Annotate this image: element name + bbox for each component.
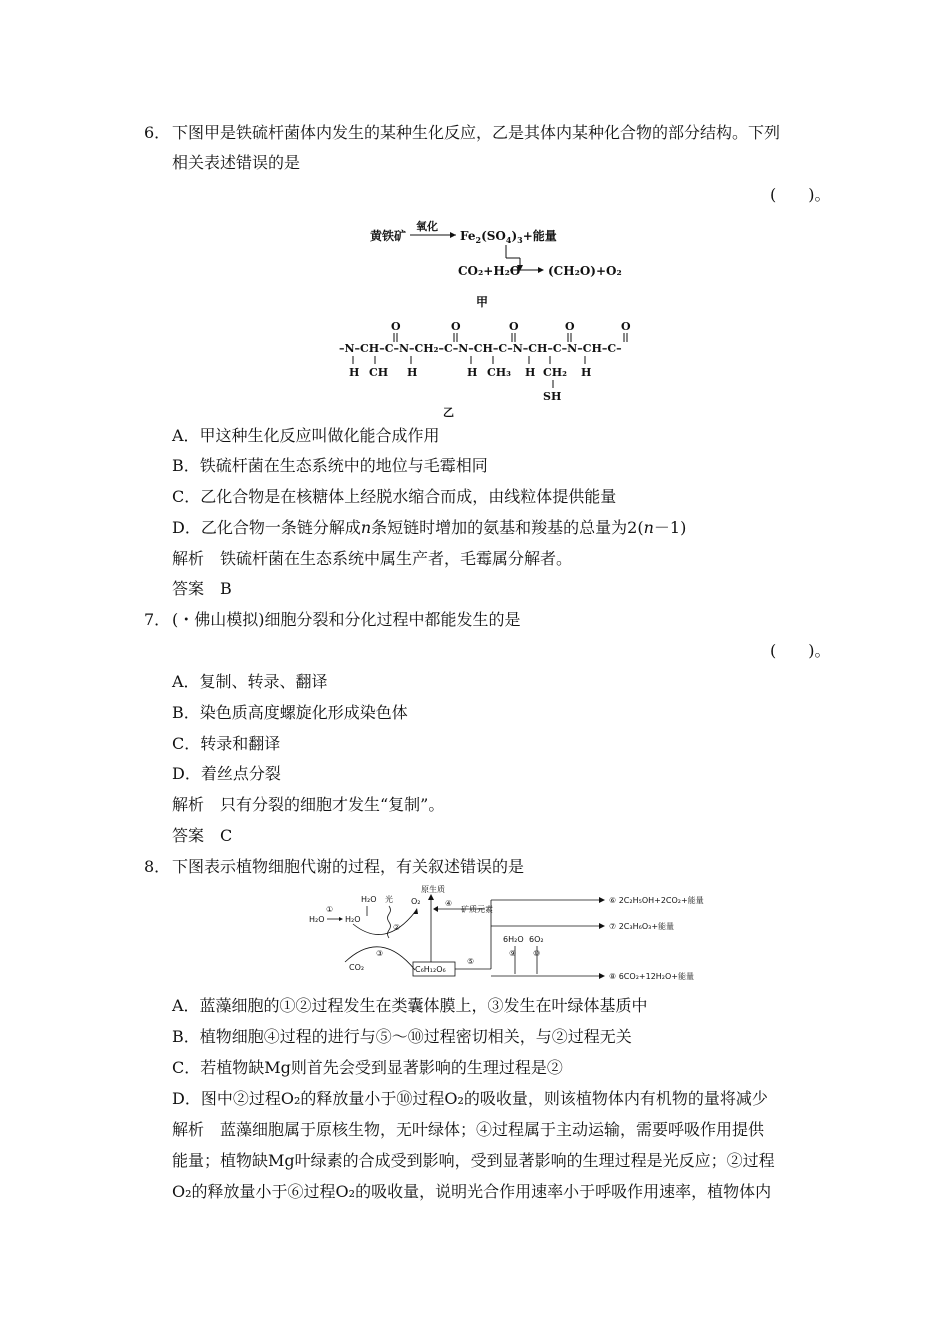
svg-text:O: O xyxy=(565,320,575,333)
svg-text:⑩: ⑩ xyxy=(533,949,541,958)
svg-text:②: ② xyxy=(393,923,401,932)
svg-text:O: O xyxy=(621,320,631,333)
q7-number: 7． xyxy=(144,610,171,629)
svg-text:CH: CH xyxy=(369,366,389,379)
q8-option-a: A．蓝藻细胞的①②过程发生在类囊体膜上，③发生在叶绿体基质中 xyxy=(172,996,648,1015)
svg-text:⑨: ⑨ xyxy=(509,949,517,958)
svg-text:6O₂: 6O₂ xyxy=(529,935,544,944)
q7-answer: 答案 C xyxy=(172,826,233,845)
svg-text:O: O xyxy=(509,320,519,333)
jia-arrow-label: 氧化 xyxy=(416,220,438,233)
q7-option-d: D．着丝点分裂 xyxy=(172,764,281,783)
svg-text:光: 光 xyxy=(385,895,393,904)
svg-text:H: H xyxy=(467,366,478,379)
q6-stem-line1: 下图甲是铁硫杆菌体内发生的某种生化反应，乙是其体内某种化合物的部分结构。下列 xyxy=(172,123,781,142)
jia-product: $Fe_2(SO_4)_3+$能量 xyxy=(460,229,557,245)
q8-option-c: C．若植物缺Mg则首先会受到显著影响的生理过程是② xyxy=(172,1058,563,1077)
q6-answer: 答案 B xyxy=(172,579,232,598)
q8-option-d: D．图中②过程O₂的释放量小于⑩过程O₂的吸收量，则该植物体内有机物的量将减少 xyxy=(172,1089,768,1108)
q7-analysis: 解析 只有分裂的细胞才发生“复制”。 xyxy=(172,795,445,814)
svg-text:CH₂: CH₂ xyxy=(543,366,567,379)
svg-text:①: ① xyxy=(326,905,334,914)
svg-text:H: H xyxy=(581,366,592,379)
yi-chain: –N–CH–C–N–CH₂–C–N–CH–C–N–CH–C–N–CH–C– xyxy=(339,342,622,355)
q6-option-c: C．乙化合物是在核糖体上经脱水缩合而成，由线粒体提供能量 xyxy=(172,487,617,506)
svg-text:O: O xyxy=(451,320,461,333)
svg-text:⑦ 2C₃H₆O₃+能量: ⑦ 2C₃H₆O₃+能量 xyxy=(609,922,675,931)
q6-option-b: B．铁硫杆菌在生态系统中的地位与毛霉相同 xyxy=(172,456,488,475)
q6-diagram-jia xyxy=(360,218,640,318)
q8-analysis-line2: 能量；植物缺Mg叶绿素的合成受到影响，受到显著影响的生理过程是光反应；②过程 xyxy=(172,1151,775,1170)
svg-text:⑤: ⑤ xyxy=(467,957,475,966)
svg-text:④: ④ xyxy=(445,899,453,908)
svg-text:⑥ 2C₂H₅OH+2CO₂+能量: ⑥ 2C₂H₅OH+2CO₂+能量 xyxy=(609,896,704,905)
svg-text:③: ③ xyxy=(376,949,384,958)
svg-text:SH: SH xyxy=(543,390,562,403)
q8-analysis-line1: 解析 蓝藻细胞属于原核生物，无叶绿体；④过程属于主动运输，需要呼吸作用提供 xyxy=(172,1120,765,1139)
q8-metabolism-diagram xyxy=(305,884,725,988)
q6-option-d: D．乙化合物一条链分解成n条短链时增加的氨基和羧基的总量为2(n－1) xyxy=(172,518,687,537)
q7-option-c: C．转录和翻译 xyxy=(172,734,281,753)
svg-text:O: O xyxy=(391,320,401,333)
q6-analysis: 解析 铁硫杆菌在生态系统中属生产者，毛霉属分解者。 xyxy=(172,549,573,568)
q8-analysis-line3: O₂的释放量小于⑥过程O₂的吸收量，说明光合作用速率小于呼吸作用速率，植物体内 xyxy=(172,1182,772,1201)
svg-text:原生质: 原生质 xyxy=(421,885,445,894)
svg-text:H: H xyxy=(349,366,360,379)
svg-text:O₂: O₂ xyxy=(411,897,421,906)
q6-stem-line2: 相关表述错误的是 xyxy=(172,153,301,172)
svg-text:⑧ 6CO₂+12H₂O+能量: ⑧ 6CO₂+12H₂O+能量 xyxy=(609,972,694,981)
svg-text:H: H xyxy=(525,366,536,379)
q6-option-a: A．甲这种生化反应叫做化能合成作用 xyxy=(172,426,440,445)
jia-caption: 甲 xyxy=(476,295,489,309)
q7-stem: (・佛山模拟)细胞分裂和分化过程中都能发生的是 xyxy=(172,610,521,629)
svg-text:6H₂O: 6H₂O xyxy=(503,935,524,944)
q6-number: 6． xyxy=(144,123,171,142)
yi-caption: 乙 xyxy=(443,406,454,418)
svg-text:矿质元素: 矿质元素 xyxy=(461,905,493,914)
svg-text:H₂O: H₂O xyxy=(345,915,361,924)
svg-text:C₆H₁₂O₆: C₆H₁₂O₆ xyxy=(415,965,446,974)
q8-number: 8． xyxy=(144,857,171,876)
q7-option-b: B．染色质高度螺旋化形成染色体 xyxy=(172,703,408,722)
svg-text:H: H xyxy=(407,366,418,379)
svg-text:CO₂: CO₂ xyxy=(349,963,365,972)
q6-answer-paren: ( )。 xyxy=(770,185,831,204)
jia-reactant: 黄铁矿 xyxy=(370,229,407,243)
q6-diagram-yi xyxy=(335,318,655,418)
svg-text:H₂O: H₂O xyxy=(309,915,325,924)
jia-left: CO₂+H₂O xyxy=(458,264,521,278)
q8-stem: 下图表示植物细胞代谢的过程，有关叙述错误的是 xyxy=(172,857,525,876)
q7-option-a: A．复制、转录、翻译 xyxy=(172,672,328,691)
svg-text:CH₃: CH₃ xyxy=(487,366,511,379)
q7-answer-paren: ( )。 xyxy=(770,641,831,660)
jia-right: (CH₂O)+O₂ xyxy=(548,264,622,278)
q8-option-b: B．植物细胞④过程的进行与⑤～⑩过程密切相关，与②过程无关 xyxy=(172,1027,632,1046)
svg-text:H₂O: H₂O xyxy=(361,895,377,904)
